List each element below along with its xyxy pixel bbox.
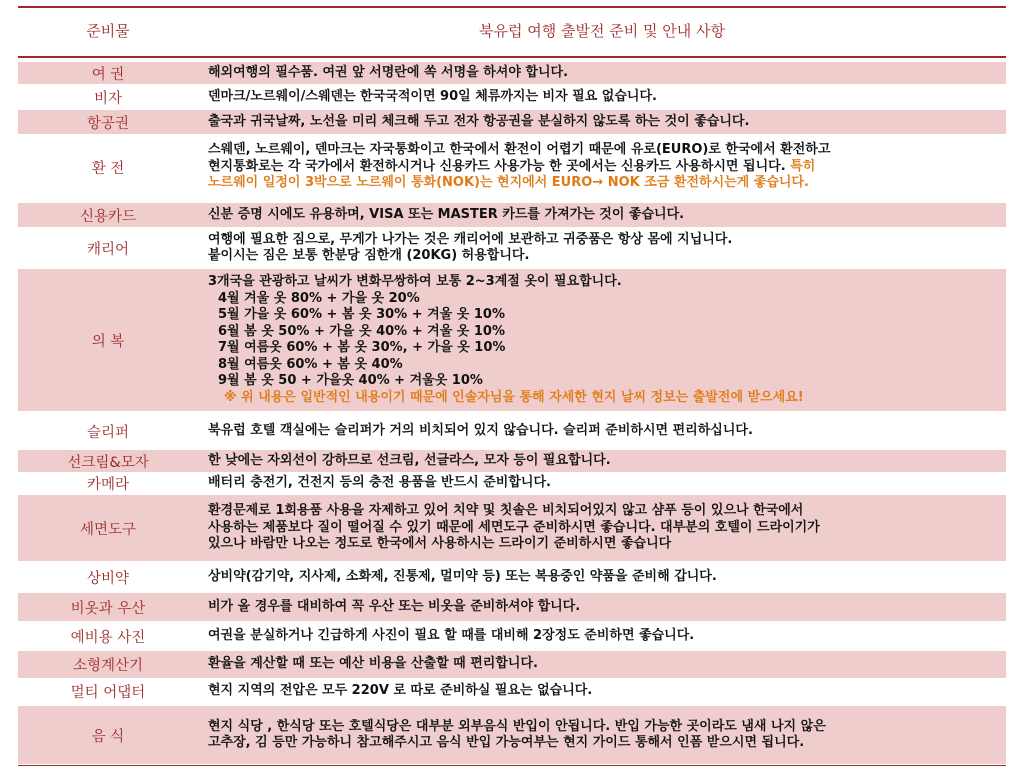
- row-description: [208, 706, 1000, 764]
- row-food: [18, 706, 1006, 764]
- row-label: 비자: [93, 90, 122, 107]
- description-line: 사용하는 제품보다 질이 떨어질 수 있기 때문에 세면도구 준비하시면 좋습니다. 대부분의 호텔이 드라이기가: [208, 519, 820, 535]
- description-line: 신분 증명 시에도 유용하며, VISA 또는 MASTER 카드를 가져가는 것이 좋습니다.: [208, 206, 685, 222]
- row-label: 환 전: [91, 160, 125, 177]
- description-line: 상비약(감기약, 지사제, 소화제, 진통제, 멀미약 등) 또는 복용중인 약품을 준비해 갑니다.: [208, 568, 717, 584]
- clothing-ratio-line: 7월 여름옷 60% + 봄 옷 30%, + 가을 옷 10%: [218, 340, 506, 355]
- highlight-text: 특히: [785, 158, 816, 174]
- header-divider: [18, 56, 1006, 58]
- row-credit-card: [18, 203, 1006, 227]
- row-description: [208, 229, 1000, 267]
- description-line: 현지 식당 , 한식당 또는 호텔식당은 대부분 외부음식 반입이 안됩니다. 반입 가능한 곳이라도 냄새 나지 않은: [208, 718, 826, 734]
- row-label: 의 복: [91, 333, 125, 350]
- row-label: 비옷과 우산: [70, 600, 146, 617]
- table-bottom-border: [18, 765, 1006, 766]
- description-line: 3개국을 관광하고 날씨가 변화무쌍하여 보통 2~3계절 옷이 필요합니다.: [208, 274, 622, 289]
- row-air-ticket: [18, 110, 1006, 134]
- clothing-ratio-line: 6월 봄 옷 50% + 가을 옷 40% + 겨울 옷 10%: [218, 323, 505, 339]
- row-label: 여 권: [91, 66, 125, 83]
- row-description: [208, 473, 1000, 494]
- row-medicine: [18, 563, 1006, 591]
- row-multi-adapter: [18, 679, 1006, 704]
- row-label: 슬리퍼: [86, 424, 130, 441]
- row-description: [208, 62, 1000, 84]
- description-line: 붙이시는 짐은 보통 한분당 짐한개 (20KG) 허용합니다.: [208, 248, 530, 263]
- table-top-border: [18, 6, 1006, 8]
- row-spare-photos: [18, 622, 1006, 650]
- clothing-ratio-line: 4월 겨울 옷 80% + 가을 옷 20%: [218, 290, 420, 306]
- row-label: 항공권: [86, 115, 130, 132]
- row-label: 음 식: [91, 728, 125, 745]
- weather-note: ※ 위 내용은 일반적인 내용이기 때문에 인솔자님을 통해 자세한 현지 날씨 정보는 출발전에 받으세요!: [224, 389, 804, 405]
- row-luggage: [18, 229, 1006, 267]
- row-description: [208, 593, 1000, 621]
- row-camera: [18, 473, 1006, 494]
- row-sunscreen-hat: [18, 450, 1006, 472]
- description-line: 비가 올 경우를 대비하여 꼭 우산 또는 비옷을 준비하셔야 합니다.: [208, 598, 581, 614]
- row-description: [208, 651, 1000, 678]
- row-calculator: [18, 651, 1006, 678]
- row-slippers: [18, 414, 1006, 448]
- description-line: 배터리 충전기, 건전지 등의 충전 용품을 반드시 준비합니다.: [208, 475, 551, 491]
- clothing-ratio-line: 9월 봄 옷 50 + 가을옷 40% + 겨울옷 10%: [218, 373, 483, 388]
- row-label: 멀티 어댑터: [70, 685, 146, 701]
- header-items-column: 준비물: [86, 22, 130, 40]
- row-description: [208, 269, 1000, 411]
- description-line: 덴마크/노르웨이/스웨덴는 한국국적이면 90일 체류까지는 비자 필요 없습니다.: [208, 88, 657, 104]
- row-description: [208, 203, 1000, 227]
- row-description: [208, 495, 1000, 561]
- row-description: [208, 136, 1000, 198]
- row-description: [208, 622, 1000, 650]
- description-line: [208, 159, 1000, 176]
- description-line: 여권을 분실하거나 긴급하게 사진이 필요 할 때를 대비해 2장정도 준비하면 좋습니다.: [208, 627, 695, 643]
- row-passport: [18, 62, 1006, 84]
- description-line: 환율을 계산할 때 또는 예산 비용을 산출할 때 편리합니다.: [208, 656, 538, 672]
- clothing-ratio-line: 8월 여름옷 60% + 봄 옷 40%: [218, 356, 403, 372]
- row-visa: [18, 86, 1006, 108]
- row-raincoat-umbrella: [18, 593, 1006, 621]
- row-label: 선크림&모자: [67, 454, 149, 471]
- row-currency-exchange: [18, 136, 1006, 198]
- row-toiletries: [18, 495, 1006, 561]
- row-description: [208, 86, 1000, 108]
- description-line: 해외여행의 필수품. 여권 앞 서명란에 쏙 서명을 하셔야 합니다.: [208, 64, 569, 80]
- clothing-ratio-line: 5월 가을 옷 60% + 봄 옷 30% + 겨울 옷 10%: [218, 307, 505, 322]
- row-label: 소형계산기: [72, 658, 144, 674]
- description-line: 고추장, 김 등만 가능하니 참고해주시고 음식 반입 가능여부는 현지 가이드 통해서 인폼 받으시면 됩니다.: [208, 735, 805, 750]
- description-line: 스웨덴, 노르웨이, 덴마크는 자국통화이고 한국에서 환전이 어렵기 때문에 유로(EURO)로 한국에서 환전하고: [208, 142, 831, 158]
- row-label: 카메라: [86, 477, 130, 493]
- description-line: 한 낮에는 자외선이 강하므로 선크림, 선글라스, 모자 등이 필요합니다.: [208, 452, 611, 468]
- description-line: 있으나 바람만 나오는 정도로 한국에서 사용하시는 드라이기 준비하시면 좋습니다: [208, 536, 672, 552]
- row-description: [208, 563, 1000, 591]
- row-description: [208, 414, 1000, 448]
- highlight-line: 노르웨이 일정이 3박으로 노르웨이 통화(NOK)는 현지에서 EURO→ NOK 조금 환전하시는게 좋습니다.: [208, 175, 809, 191]
- row-label: 신용카드: [79, 208, 137, 225]
- header-title: 북유럽 여행 출발전 준비 및 안내 사항: [479, 22, 725, 40]
- row-label: 세면도구: [79, 521, 137, 538]
- row-description: [208, 110, 1000, 134]
- row-description: [208, 679, 1000, 704]
- row-description: [208, 450, 1000, 472]
- row-label: 상비약: [86, 570, 130, 587]
- description-text: 현지통화로는 각 국가에서 환전하시거나 신용카드 사용가능 한 곳에서는 신용카드 사용하시면 됩니다.: [208, 158, 786, 174]
- table-header: [18, 10, 1006, 53]
- description-line: 환경문제로 1회용품 사용을 자제하고 있어 치약 및 칫솔은 비치되어있지 않고 샴푸 등이 있으나 한국에서: [208, 503, 804, 519]
- row-label: 예비용 사진: [70, 629, 146, 646]
- description-line: 현지 지역의 전압은 모두 220V 로 따로 준비하실 필요는 없습니다.: [208, 683, 593, 699]
- description-line: 출국과 귀국날짜, 노선을 미리 체크해 두고 전자 항공권을 분실하지 않도록 하는 것이 좋습니다.: [208, 113, 750, 129]
- description-line: 북유럽 호텔 객실에는 슬리퍼가 거의 비치되어 있지 않습니다. 슬리퍼 준비하시면 편리하십니다.: [208, 422, 753, 438]
- description-line: 여행에 필요한 짐으로, 무게가 나가는 것은 캐리어에 보관하고 귀중품은 항상 몸에 지닙니다.: [208, 231, 733, 247]
- row-label: 캐리어: [86, 241, 130, 258]
- row-clothing: [18, 269, 1006, 411]
